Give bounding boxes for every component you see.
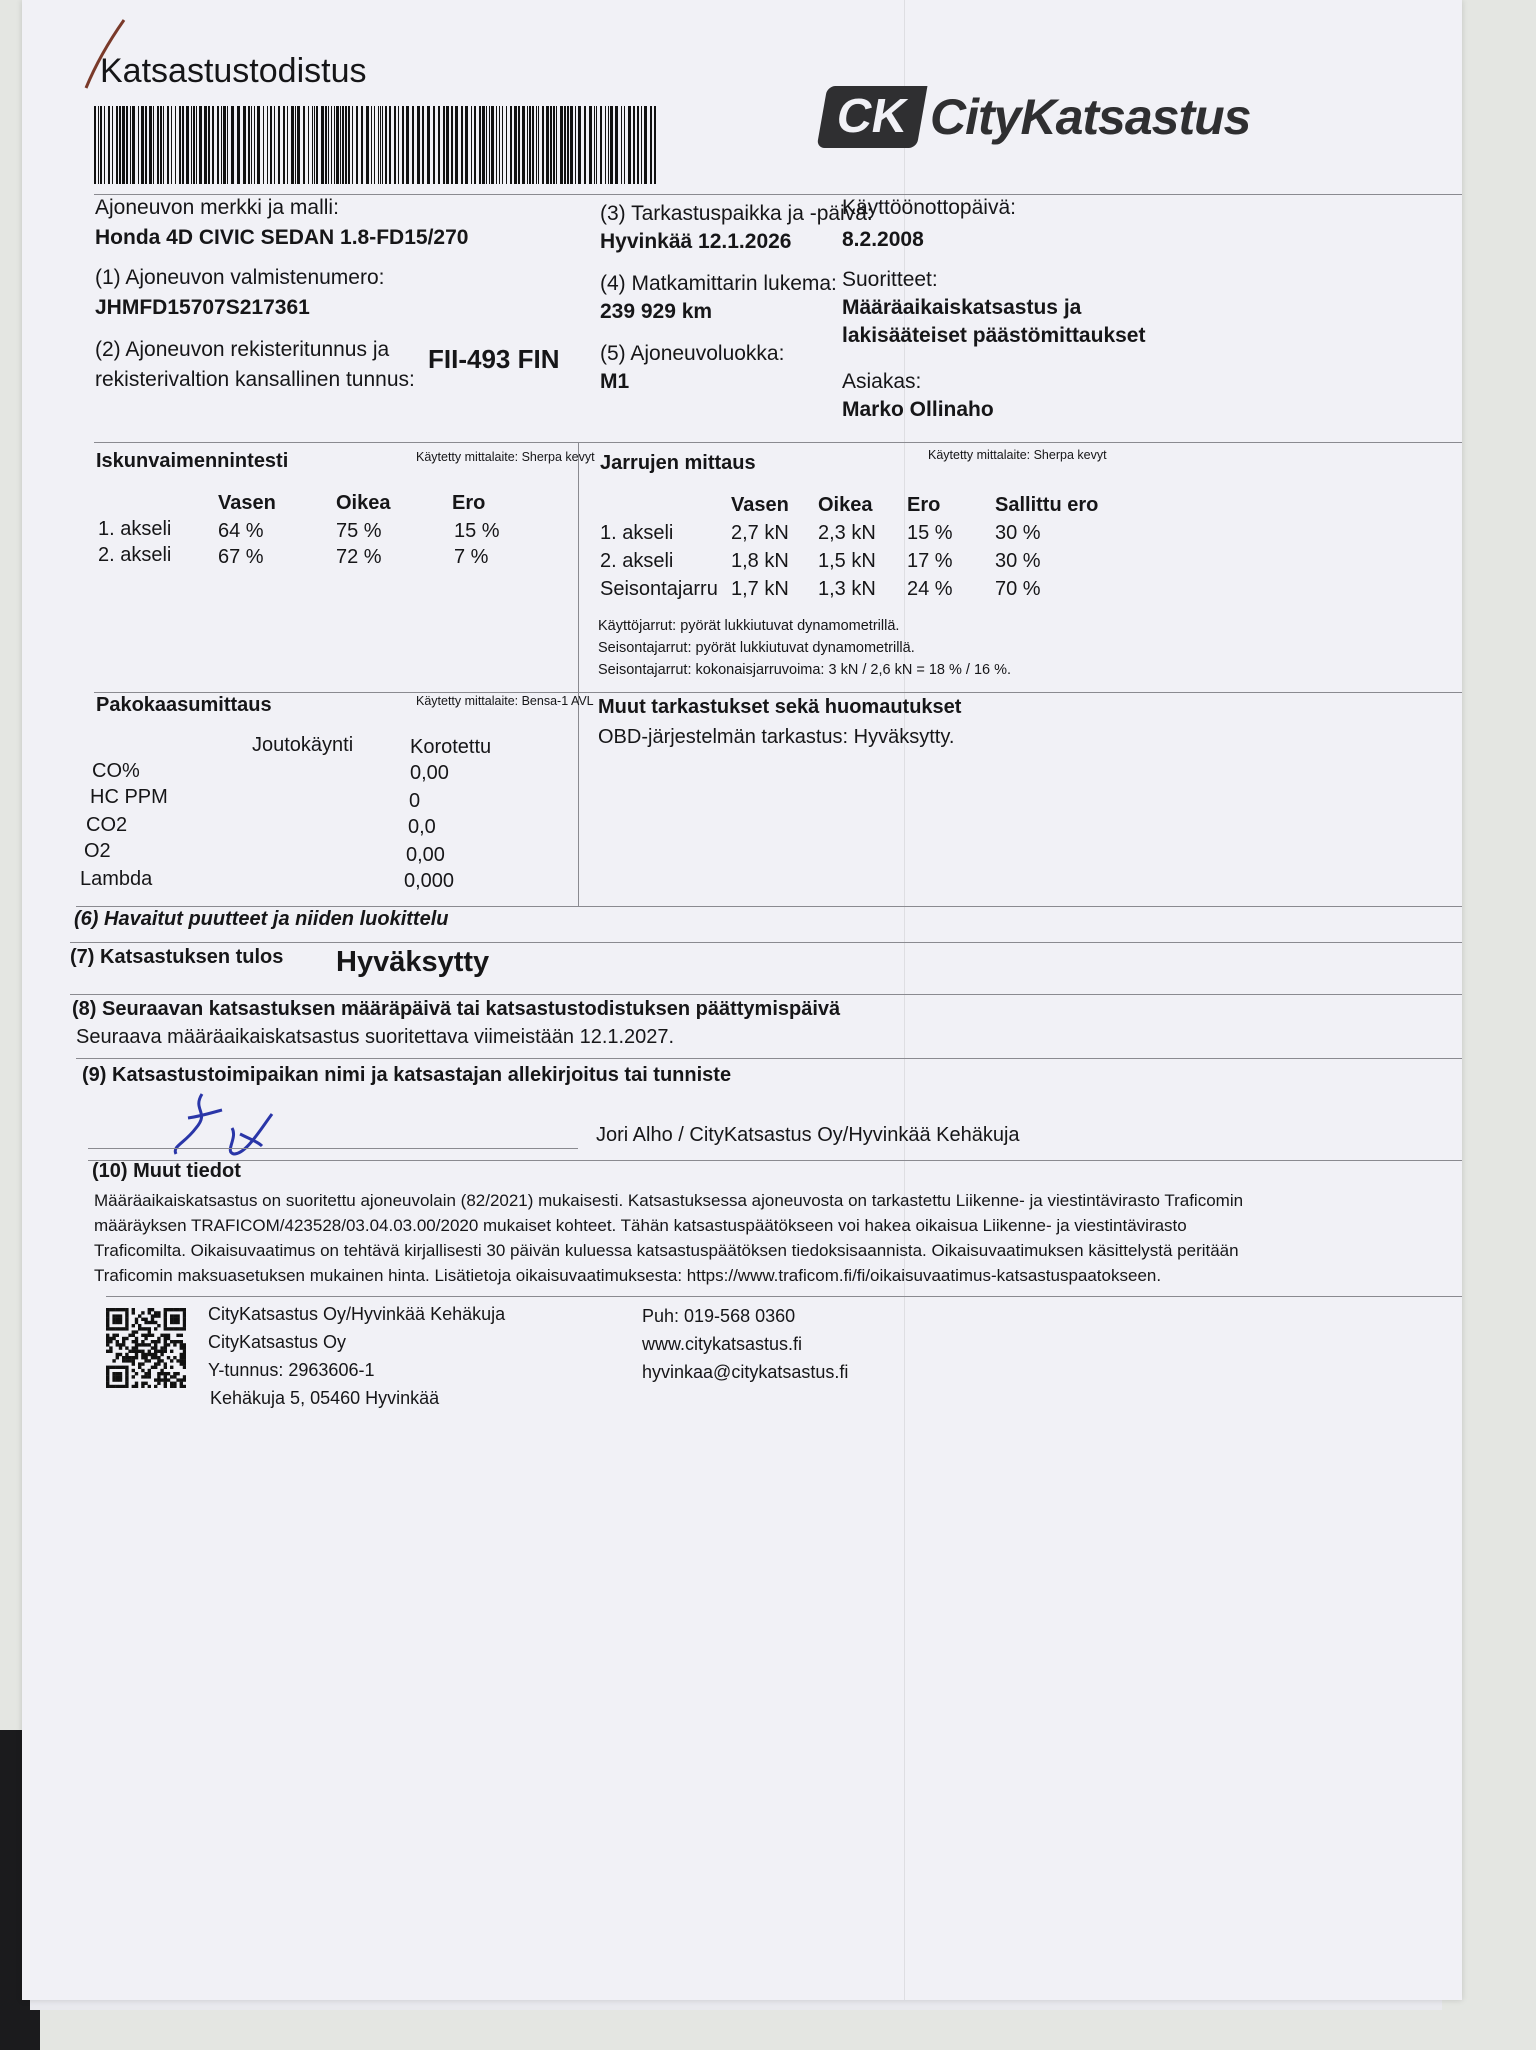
next-inspection-text: Seuraava määräaikaiskatsastus suoritettava viimeistään 12.1.2027.: [76, 1026, 675, 1048]
brake-row-axle: Seisontajarru: [600, 578, 718, 600]
brake-note: Käyttöjarrut: pyörät lukkiutuvat dynamometrillä.: [598, 618, 900, 634]
brake-row-allowed: 30 %: [995, 522, 1041, 544]
brake-row-right: 1,3 kN: [818, 578, 876, 600]
other-info-heading: (10) Muut tiedot: [92, 1160, 241, 1182]
shock-row-left: 64 %: [218, 520, 264, 542]
vin-value: JHMFD15707S217361: [95, 296, 310, 319]
brake-header-left: Vasen: [731, 494, 789, 516]
contact-line: www.citykatsastus.fi: [642, 1334, 803, 1354]
brake-row-diff: 17 %: [907, 550, 953, 572]
shock-row-right: 75 %: [336, 520, 382, 542]
vin-label: (1) Ajoneuvon valmistenumero:: [95, 266, 385, 289]
company-line: Kehäkuja 5, 05460 Hyvinkää: [210, 1388, 440, 1408]
intro-date-label: Käyttöönottopäivä:: [842, 196, 1016, 219]
place-label: (3) Tarkastuspaikka ja -päivä:: [600, 202, 873, 225]
brake-row-allowed: 70 %: [995, 578, 1041, 600]
shock-header-right: Oikea: [336, 492, 391, 514]
result-value: Hyväksytty: [336, 946, 490, 978]
exhaust-header-raised: Korotettu: [410, 736, 492, 758]
inspector-name: Jori Alho / CityKatsastus Oy/Hyvinkää Kehäkuja: [596, 1124, 1020, 1146]
brake-header-allowed: Sallittu ero: [995, 494, 1099, 516]
brake-row-left: 2,7 kN: [731, 522, 789, 544]
shock-row-axle: 1. akseli: [98, 518, 172, 540]
other-info-line: Traficomin maksuasetuksen mukainen hinta. Lisätietoja oikaisuvaatimuksesta: https://www.traficom.fi/fi/oikaisuvaatimus-katsastuspaatokseen.: [94, 1266, 1162, 1285]
shock-test-title: Iskunvaimennintesti: [96, 450, 289, 472]
intro-date-value: 8.2.2008: [842, 228, 924, 251]
brake-test-title: Jarrujen mittaus: [600, 452, 756, 474]
inspector-signature: [162, 1088, 292, 1160]
odometer-label: (4) Matkamittarin lukema:: [600, 272, 837, 295]
other-info-line: määräyksen TRAFICOM/423528/03.04.03.00/2020 mukaiset kohteet. Tähän katsastuspäätökseen voi hakea oikaisua Liikenne- ja viestintävirasto: [94, 1216, 1187, 1235]
brake-note: Seisontajarrut: kokonaisjarruvoima: 3 kN / 2,6 kN = 18 % / 16 %.: [598, 662, 1012, 678]
brake-row-diff: 15 %: [907, 522, 953, 544]
next-inspection-heading: (8) Seuraavan katsastuksen määräpäivä tai katsastustodistuksen päättymispäivä: [72, 998, 841, 1020]
brake-row-axle: 2. akseli: [600, 550, 674, 572]
other-info-line: Määräaikaiskatsastus on suoritettu ajoneuvolain (82/2021) mukaisesti. Katsastuksessa ajoneuvosta on tarkastettu Liikenne- ja viestintävirasto Traficomin: [94, 1191, 1244, 1210]
exhaust-test-title: Pakokaasumittaus: [96, 694, 272, 716]
customer-value: Marko Ollinaho: [842, 398, 994, 421]
shock-row-right: 72 %: [336, 546, 382, 568]
other-checks-text: OBD-järjestelmän tarkastus: Hyväksytty.: [598, 726, 955, 748]
brake-row-allowed: 30 %: [995, 550, 1041, 572]
registration-number: FII-493 FIN: [428, 344, 560, 374]
shock-row-diff: 15 %: [454, 520, 500, 542]
make-value: Honda 4D CIVIC SEDAN 1.8-FD15/270: [95, 226, 469, 249]
shock-row-axle: 2. akseli: [98, 544, 172, 566]
exhaust-row-name: O2: [84, 840, 111, 862]
citykatsastus-logo-mark: CK: [817, 86, 928, 148]
services-value-line2: lakisääteiset päästömittaukset: [842, 324, 1146, 347]
brake-row-left: 1,7 kN: [731, 578, 789, 600]
exhaust-header-idle: Joutokäynti: [252, 734, 354, 756]
signature-heading: (9) Katsastustoimipaikan nimi ja katsastajan allekirjoitus tai tunniste: [82, 1064, 732, 1086]
other-checks-title: Muut tarkastukset sekä huomautukset: [598, 696, 962, 718]
brake-test-device: Käytetty mittalaite: Sherpa kevyt: [928, 448, 1107, 462]
vehicle-class-value: M1: [600, 370, 630, 393]
defects-heading: (6) Havaitut puutteet ja niiden luokittelu: [74, 908, 449, 930]
company-line: CityKatsastus Oy/Hyvinkää Kehäkuja: [208, 1304, 506, 1324]
vehicle-class-label: (5) Ajoneuvoluokka:: [600, 342, 785, 365]
exhaust-row-name: CO%: [92, 760, 140, 782]
place-value: Hyvinkää 12.1.2026: [600, 230, 792, 253]
shock-header-diff: Ero: [452, 492, 486, 514]
exhaust-row-raised: 0,00: [410, 762, 449, 784]
exhaust-row-raised: 0: [409, 790, 421, 812]
brake-row-right: 1,5 kN: [818, 550, 876, 572]
brake-row-axle: 1. akseli: [600, 522, 674, 544]
make-label: Ajoneuvon merkki ja malli:: [95, 196, 339, 219]
brake-row-right: 2,3 kN: [818, 522, 876, 544]
company-line: Y-tunnus: 2963606-1: [208, 1360, 375, 1380]
services-label: Suoritteet:: [842, 268, 938, 291]
contact-line: Puh: 019-568 0360: [642, 1306, 796, 1326]
brake-row-diff: 24 %: [907, 578, 953, 600]
exhaust-test-device: Käytetty mittalaite: Bensa-1 AVL: [416, 694, 594, 708]
brake-note: Seisontajarrut: pyörät lukkiutuvat dynamometrillä.: [598, 640, 915, 656]
exhaust-row-raised: 0,000: [404, 870, 455, 892]
exhaust-row-name: HC PPM: [90, 786, 168, 808]
inspection-certificate: [22, 0, 1462, 2000]
brake-header-diff: Ero: [907, 494, 941, 516]
reg-label-line2: rekisterivaltion kansallinen tunnus:: [95, 368, 415, 391]
exhaust-row-name: CO2: [86, 814, 128, 836]
exhaust-row-name: Lambda: [80, 868, 153, 890]
services-value-line1: Määräaikaiskatsastus ja: [842, 296, 1082, 319]
other-info-line: Traficomilta. Oikaisuvaatimus on tehtävä kirjallisesti 30 päivän kuluessa katsastuspäätöksen tiedoksisaannista. Oikaisuvaatimuksen käsittelystä peritään: [94, 1241, 1239, 1260]
reg-label-line1: (2) Ajoneuvon rekisteritunnus ja: [95, 338, 390, 361]
brake-row-left: 1,8 kN: [731, 550, 789, 572]
shock-row-diff: 7 %: [454, 546, 489, 568]
exhaust-row-raised: 0,00: [406, 844, 445, 866]
brake-header-right: Oikea: [818, 494, 873, 516]
barcode: [94, 106, 662, 184]
exhaust-row-raised: 0,0: [408, 816, 436, 838]
shock-test-device: Käytetty mittalaite: Sherpa kevyt: [416, 450, 595, 464]
qr-code: [106, 1308, 186, 1388]
odometer-value: 239 929 km: [600, 300, 713, 323]
shock-header-left: Vasen: [218, 492, 276, 514]
company-line: CityKatsastus Oy: [208, 1332, 347, 1352]
contact-line: hyvinkaa@citykatsastus.fi: [642, 1362, 849, 1382]
result-heading: (7) Katsastuksen tulos: [70, 946, 284, 968]
customer-label: Asiakas:: [842, 370, 922, 393]
citykatsastus-logo-name: CityKatsastus: [930, 89, 1251, 145]
shock-row-left: 67 %: [218, 546, 264, 568]
document-title: Katsastustodistus: [100, 52, 367, 90]
